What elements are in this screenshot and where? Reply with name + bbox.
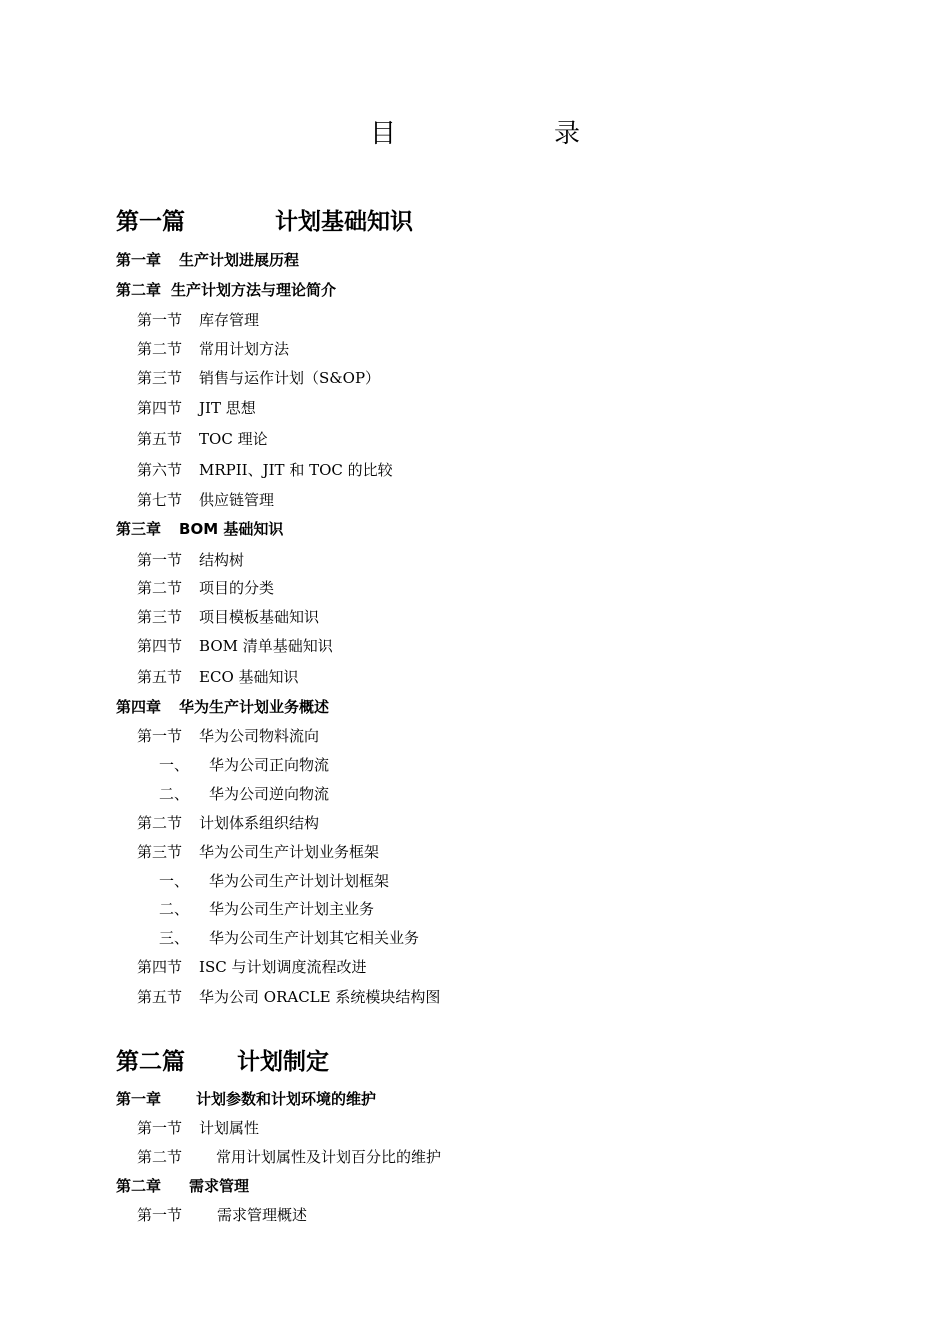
page-title — [0, 114, 950, 154]
chapter-title: 生产计划方法与理论简介 — [171, 281, 337, 299]
chapter-title: 需求管理 — [189, 1177, 250, 1195]
section-number: 第六节 — [137, 461, 183, 479]
toc-section[interactable] — [137, 956, 366, 978]
section-title: BOM 清单基础知识 — [199, 637, 333, 655]
section-title: 常用计划方法 — [199, 340, 290, 358]
section-title: 华为公司生产计划业务框架 — [199, 843, 380, 861]
toc-section[interactable] — [137, 367, 380, 389]
section-title: 需求管理概述 — [217, 1206, 308, 1224]
section-title: 计划属性 — [199, 1119, 260, 1137]
item-title: 华为公司正向物流 — [209, 756, 330, 774]
toc-section[interactable] — [137, 1204, 307, 1226]
chapter-number: 第二章 — [116, 281, 162, 299]
item-title: 华为公司生产计划计划框架 — [209, 872, 390, 890]
section-number: 第五节 — [137, 988, 183, 1006]
part-number: 第二篇 — [116, 1049, 185, 1075]
section-title: JIT 思想 — [199, 399, 256, 417]
section-number: 第三节 — [137, 608, 183, 626]
item-number: 一、 — [159, 756, 190, 774]
section-title: 常用计划属性及计划百分比的维护 — [216, 1148, 442, 1166]
chapter-number: 第三章 — [116, 520, 162, 538]
chapter-title: 计划参数和计划环境的维护 — [196, 1090, 377, 1108]
toc-section[interactable] — [137, 1117, 259, 1139]
part-title: 计划制定 — [237, 1049, 329, 1075]
toc-section[interactable] — [137, 666, 299, 688]
toc-section[interactable] — [137, 986, 440, 1008]
toc-chapter[interactable] — [116, 1175, 249, 1197]
toc-section[interactable] — [137, 606, 319, 628]
section-number: 第二节 — [137, 1148, 183, 1166]
toc-chapter[interactable] — [116, 279, 336, 301]
toc-item[interactable] — [159, 898, 374, 920]
chapter-number: 第四章 — [116, 698, 162, 716]
section-number: 第一节 — [137, 1119, 183, 1137]
chapter-number: 第二章 — [116, 1177, 162, 1195]
chapter-title: 华为生产计划业务概述 — [179, 698, 330, 716]
chapter-number: 第一章 — [116, 251, 162, 269]
section-title: ISC 与计划调度流程改进 — [199, 958, 367, 976]
section-number: 第二节 — [137, 814, 183, 832]
item-number: 二、 — [159, 900, 190, 918]
toc-section[interactable] — [137, 309, 259, 331]
toc-section[interactable] — [137, 489, 274, 511]
toc-section[interactable] — [137, 841, 379, 863]
section-title: 结构树 — [199, 551, 245, 569]
section-title: 项目模板基础知识 — [199, 608, 320, 626]
toc-section[interactable] — [137, 459, 393, 481]
toc-section[interactable] — [137, 577, 274, 599]
section-number: 第五节 — [137, 430, 183, 448]
toc-part[interactable] — [116, 205, 413, 239]
item-number: 三、 — [159, 929, 190, 947]
title-char-2: 录 — [554, 119, 581, 149]
section-number: 第二节 — [137, 579, 183, 597]
toc-chapter[interactable] — [116, 249, 299, 271]
toc-item[interactable] — [159, 783, 329, 805]
toc-section[interactable] — [137, 397, 256, 419]
section-number: 第一节 — [137, 311, 183, 329]
toc-section[interactable] — [137, 812, 319, 834]
toc-chapter[interactable] — [116, 518, 283, 540]
section-number: 第四节 — [137, 399, 183, 417]
item-number: 一、 — [159, 872, 190, 890]
toc-chapter[interactable] — [116, 1088, 376, 1110]
toc-section[interactable] — [137, 338, 289, 360]
toc-section[interactable] — [137, 549, 244, 571]
toc-item[interactable] — [159, 870, 389, 892]
section-title: ECO 基础知识 — [199, 668, 299, 686]
chapter-number: 第一章 — [116, 1090, 162, 1108]
toc-part[interactable] — [116, 1045, 329, 1079]
section-number: 第四节 — [137, 637, 183, 655]
toc-section[interactable] — [137, 428, 268, 450]
item-title: 华为公司生产计划主业务 — [209, 900, 375, 918]
item-title: 华为公司逆向物流 — [209, 785, 330, 803]
toc-item[interactable] — [159, 927, 419, 949]
section-number: 第一节 — [137, 727, 183, 745]
chapter-title: 生产计划进展历程 — [179, 251, 300, 269]
item-title: 华为公司生产计划其它相关业务 — [209, 929, 420, 947]
item-number: 二、 — [159, 785, 190, 803]
toc-chapter[interactable] — [116, 696, 329, 718]
section-title: TOC 理论 — [199, 430, 268, 448]
section-number: 第二节 — [137, 340, 183, 358]
section-title: 项目的分类 — [199, 579, 275, 597]
section-number: 第一节 — [137, 551, 183, 569]
section-title: 华为公司物料流向 — [199, 727, 320, 745]
toc-section[interactable] — [137, 635, 333, 657]
section-title: 华为公司 ORACLE 系统模块结构图 — [199, 988, 441, 1006]
section-number: 第七节 — [137, 491, 183, 509]
toc-section[interactable] — [137, 725, 319, 747]
section-title: 计划体系组织结构 — [199, 814, 320, 832]
section-number: 第五节 — [137, 668, 183, 686]
section-title: MRPII、JIT 和 TOC 的比较 — [199, 461, 393, 479]
section-number: 第三节 — [137, 843, 183, 861]
section-title: 库存管理 — [199, 311, 260, 329]
section-number: 第一节 — [137, 1206, 183, 1224]
part-number: 第一篇 — [116, 209, 185, 235]
section-number: 第四节 — [137, 958, 183, 976]
section-title: 供应链管理 — [199, 491, 275, 509]
toc-section[interactable] — [137, 1146, 441, 1168]
section-title: 销售与运作计划（S&OP） — [199, 369, 381, 387]
part-title: 计划基础知识 — [275, 209, 413, 235]
chapter-title: BOM 基础知识 — [179, 520, 284, 538]
toc-item[interactable] — [159, 754, 329, 776]
section-number: 第三节 — [137, 369, 183, 387]
title-char-1: 目 — [370, 119, 397, 149]
